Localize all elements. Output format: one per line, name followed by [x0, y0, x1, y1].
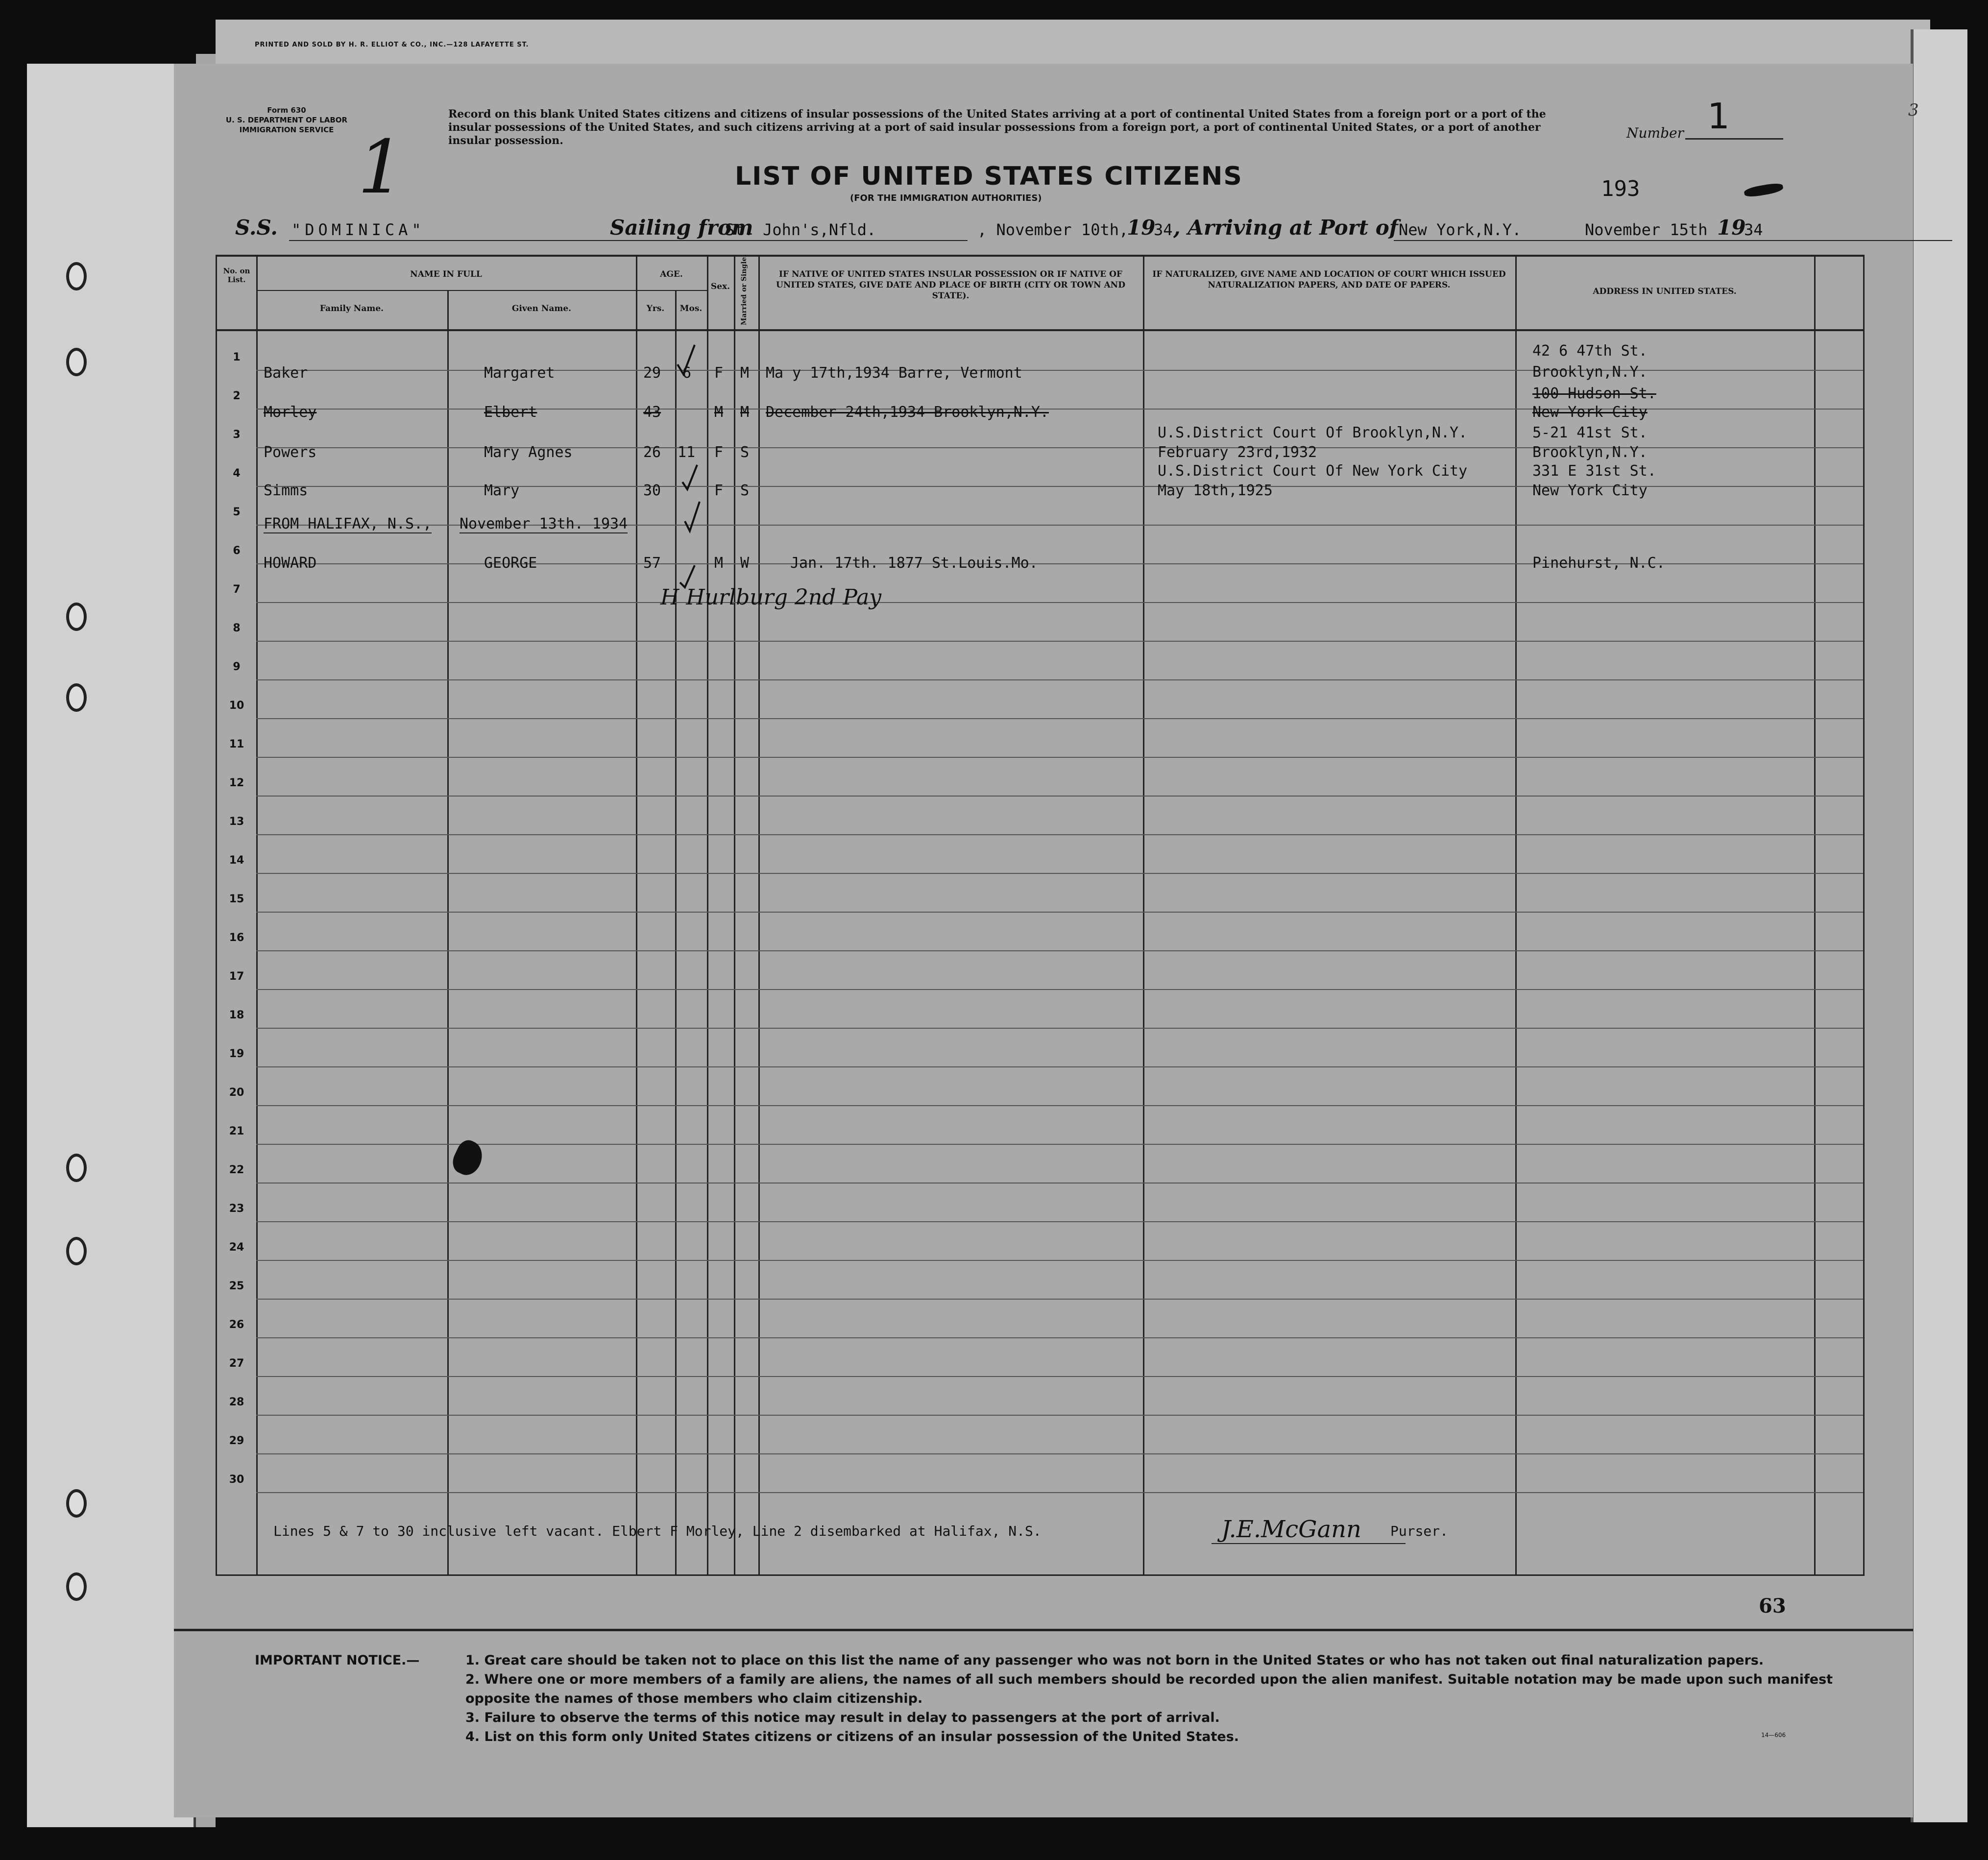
row5-note-date: November 13th. 1934: [460, 515, 628, 532]
row-rule: [256, 1415, 1863, 1416]
row6-family: HOWARD: [264, 555, 317, 572]
row-number: 15: [229, 893, 244, 905]
row1-address-line1: 42 6 47th St.: [1532, 342, 1648, 360]
row-number: 25: [229, 1280, 244, 1292]
row-rule: [256, 757, 1863, 758]
row6-marital: W: [740, 555, 750, 572]
binder-hole-icon: [66, 1154, 87, 1182]
row2-address-line2: New York City: [1532, 404, 1648, 421]
row2-address-line1: 100 Hudson St.: [1532, 385, 1656, 402]
scribble-mark: [1744, 182, 1784, 198]
row3-address-line2: Brooklyn,N.Y.: [1532, 444, 1648, 461]
row-number: 1: [233, 351, 241, 363]
stamp-193: 193: [1601, 176, 1640, 201]
row4-yrs: 30: [643, 482, 661, 499]
row1-family: Baker: [264, 364, 308, 382]
sail-year-prefix: 19: [1127, 216, 1156, 240]
row-number: 14: [229, 854, 244, 867]
row-rule: [256, 679, 1863, 680]
col-rule: [447, 291, 449, 1574]
row6-birth: Jan. 17th. 1877 St.Louis.Mo.: [790, 555, 1038, 572]
row-number: 13: [229, 816, 244, 828]
page-subtitle: (FOR THE IMMIGRATION AUTHORITIES): [850, 193, 1042, 203]
corner-mark: 3: [1908, 100, 1919, 120]
row-number: 6: [233, 545, 241, 557]
row4-sex: F: [714, 482, 724, 499]
binder-hole-icon: [66, 603, 87, 631]
binder-hole-icon: [66, 1572, 87, 1601]
ss-label: S.S.: [235, 216, 278, 240]
header-sex: Sex.: [710, 282, 730, 291]
row-number: 27: [229, 1357, 244, 1370]
purser-signature: J.E.McGann: [1212, 1516, 1406, 1544]
row-number: 30: [229, 1474, 244, 1486]
row-rule: [256, 1492, 1863, 1493]
row-rule: [256, 1376, 1863, 1377]
row-number: 7: [233, 583, 241, 596]
row-number: 9: [233, 661, 241, 673]
row3-sex: F: [714, 444, 724, 461]
notice-item-2: 2. Where one or more members of a family are aliens, the names of all such members should be recorded upon the alien manifest. Suitable notation may be made upon such manifest opposite the names of those members who claim citizenship.: [465, 1672, 1833, 1706]
ship-name: "DOMINICA": [291, 220, 425, 239]
row-number: 17: [229, 970, 244, 983]
number-underline: [1685, 138, 1783, 140]
row2-sex: M: [714, 404, 724, 421]
row3-yrs: 26: [643, 444, 661, 461]
row-number: 29: [229, 1435, 244, 1447]
row-number: 3: [233, 429, 241, 441]
from-underline: [723, 240, 968, 241]
row-rule: [256, 1337, 1863, 1338]
row5-note-location: FROM HALIFAX, N.S.,: [264, 515, 432, 532]
number-value: 1: [1707, 96, 1730, 137]
binder-hole-icon: [66, 1489, 87, 1518]
row4-address-line1: 331 E 31st St.: [1532, 462, 1656, 480]
row1-sex: F: [714, 364, 724, 382]
header-split: [636, 290, 707, 291]
row3-mos: 11: [678, 444, 696, 461]
notice-heading: IMPORTANT NOTICE.—: [255, 1653, 420, 1668]
binder-hole-icon: [66, 683, 87, 712]
row-number: 11: [229, 738, 244, 750]
binder-strip: [27, 64, 196, 1827]
row-number: 20: [229, 1087, 244, 1099]
header-naturalized: IF NATURALIZED, GIVE NAME AND LOCATION OF COURT WHICH ISSUED NATURALIZATION PAPERS, AND DATE OF PAPERS.: [1152, 269, 1506, 290]
voyage-line: [174, 216, 1913, 245]
header-given-name: Given Name.: [511, 304, 572, 314]
header-age: AGE.: [660, 269, 683, 279]
arrival-date: November 15th: [1585, 220, 1708, 239]
row1-address-line2: Brooklyn,N.Y.: [1532, 363, 1648, 381]
row1-marital: M: [740, 364, 750, 382]
row1-mos: 6: [682, 364, 692, 382]
row2-birth: December 24th,1934 Brooklyn,N.Y.: [766, 404, 1049, 421]
row-number: 12: [229, 777, 244, 789]
ink-blot: [449, 1137, 487, 1180]
row-number: 4: [233, 467, 241, 480]
form-department: U. S. DEPARTMENT OF LABOR: [225, 116, 348, 124]
purser-label: Purser.: [1390, 1523, 1449, 1539]
row-rule: [256, 718, 1863, 719]
notice-item-1: 1. Great care should be taken not to place on this list the name of any passenger who was not born in the United States or who has not taken out final naturalization papers.: [465, 1653, 1764, 1668]
row3-given: Mary Agnes: [484, 444, 573, 461]
row3-family: Powers: [264, 444, 317, 461]
row2-yrs: 43: [643, 404, 661, 421]
from-port: St. John's,Nfld.: [725, 220, 876, 239]
arrival-year: 34: [1744, 220, 1763, 239]
header-name-in-full: NAME IN FULL: [410, 269, 482, 279]
row-rule: [256, 796, 1863, 797]
header-mos: Mos.: [679, 304, 703, 314]
row-rule: [256, 950, 1863, 951]
row3-court-line1: U.S.District Court Of Brooklyn,N.Y.: [1158, 424, 1468, 441]
header-birth: IF NATIVE OF UNITED STATES INSULAR POSSESSION OR IF NATIVE OF UNITED STATES, GIVE DATE AND PLACE OF BIRTH (CITY OR TOWN AND STATE).: [776, 269, 1125, 301]
row-rule: [256, 873, 1863, 874]
row-number: 16: [229, 932, 244, 944]
row-number: 22: [229, 1164, 244, 1176]
row-rule: [256, 1221, 1863, 1222]
row-number: 28: [229, 1396, 244, 1408]
row4-court-line1: U.S.District Court Of New York City: [1158, 462, 1468, 480]
row6-given: GEORGE: [484, 555, 537, 572]
row-number: 10: [229, 700, 244, 712]
row6-sex: M: [714, 555, 724, 572]
page-title: LIST OF UNITED STATES CITIZENS: [735, 162, 1243, 191]
arrival-year-prefix: 19: [1717, 216, 1746, 240]
bottom-rule: [174, 1629, 1913, 1631]
row-number: 21: [229, 1125, 244, 1137]
row-rule: [256, 912, 1863, 913]
row2-marital: M: [740, 404, 750, 421]
row-number: 8: [233, 622, 241, 634]
to-underline: [1394, 240, 1952, 241]
right-edge-pages: [1911, 29, 1967, 1822]
header-yrs: Yrs.: [646, 304, 665, 314]
row-rule: [256, 1105, 1863, 1106]
page-number: 63: [1759, 1594, 1786, 1618]
row-rule: [256, 1453, 1863, 1454]
row6-address: Pinehurst, N.C.: [1532, 555, 1665, 572]
row-rule: [256, 1183, 1863, 1184]
handwritten-sheet-number: 1: [358, 125, 405, 210]
manifest-table: [216, 255, 1865, 1576]
notice-item-4: 4. List on this form only United States citizens or citizens of an insular possession of the United States.: [465, 1729, 1239, 1744]
row-rule: [256, 602, 1863, 603]
manifest-sheet: [174, 64, 1919, 1817]
row4-given: Mary: [484, 482, 520, 499]
binder-hole-icon: [66, 348, 87, 376]
header-no: No. on List.: [223, 266, 250, 284]
arriving-label: , Arriving at Port of: [1173, 216, 1398, 240]
form-service: IMMIGRATION SERVICE: [239, 125, 334, 134]
row4-family: Simms: [264, 482, 308, 499]
row-number: 2: [233, 390, 241, 402]
row-number: 18: [229, 1009, 244, 1021]
row-number: 26: [229, 1319, 244, 1331]
row6-yrs: 57: [643, 555, 661, 572]
row1-birth: Ma y 17th,1934 Barre, Vermont: [766, 364, 1022, 382]
header-address: ADDRESS IN UNITED STATES.: [1593, 287, 1737, 296]
ship-underline: [289, 240, 764, 241]
binder-hole-icon: [66, 1237, 87, 1265]
number-label: Number: [1626, 125, 1684, 141]
row4-marital: S: [740, 482, 750, 499]
row7-handwritten-note: H Hurlburg 2nd Pay: [660, 585, 882, 610]
checkmarks-icon: [673, 335, 707, 590]
intro-text: Record on this blank United States citizens and citizens of insular possessions of the United States arriving at a port of continental United States from a foreign port or a port of the insular possessions of the United States, and such citizens arriving at a port of said insular possessions from a foreign port, a port of continental United States, or a port of another insular possession.: [448, 108, 1546, 147]
row4-court-line2: May 18th,1925: [1158, 482, 1273, 499]
notice-item-3: 3. Failure to observe the terms of this notice may result in delay to passengers at the port of arrival.: [465, 1710, 1220, 1725]
form-number: Form 630: [267, 106, 306, 115]
row-rule: [256, 1028, 1863, 1029]
form-code: 14—606: [1761, 1732, 1786, 1739]
row1-yrs: 29: [643, 364, 661, 382]
row-rule: [256, 834, 1863, 835]
row-rule: [256, 1144, 1863, 1145]
row-rule: [256, 989, 1863, 990]
row-rule: [256, 1066, 1863, 1067]
row3-marital: S: [740, 444, 750, 461]
footer-note: Lines 5 & 7 to 30 inclusive left vacant. Elbert F Morley, Line 2 disembarked at Halifax, N.S.: [273, 1523, 1042, 1539]
row3-address-line1: 5-21 41st St.: [1532, 424, 1648, 441]
row-rule: [256, 641, 1863, 642]
row3-court-line2: February 23rd,1932: [1158, 444, 1317, 461]
header-split: [256, 290, 636, 291]
row-number: 19: [229, 1048, 244, 1060]
sail-date: , November 10th,: [977, 220, 1129, 239]
form-identifier: [206, 105, 367, 135]
header-bottom-rule: [217, 329, 1863, 331]
row-rule: [256, 1299, 1863, 1300]
row-number: 5: [233, 506, 241, 518]
to-port: New York,N.Y.: [1399, 220, 1522, 239]
printer-line: PRINTED AND SOLD BY H. R. ELLIOT & CO., INC.—128 LAFAYETTE ST.: [255, 41, 529, 48]
row2-family: Morley: [264, 404, 317, 421]
sailing-label: Sailing from: [610, 216, 753, 240]
header-married-single: Married or Single.: [740, 254, 748, 325]
row2-given: Elbert: [484, 404, 537, 421]
header-family-name: Family Name.: [319, 304, 384, 314]
row-number: 24: [229, 1241, 244, 1254]
row1-given: Margaret: [484, 364, 555, 382]
sail-year: 34: [1154, 220, 1173, 239]
row-rule: [256, 1260, 1863, 1261]
row-number: 23: [229, 1203, 244, 1215]
binder-hole-icon: [66, 262, 87, 290]
row4-address-line2: New York City: [1532, 482, 1648, 499]
